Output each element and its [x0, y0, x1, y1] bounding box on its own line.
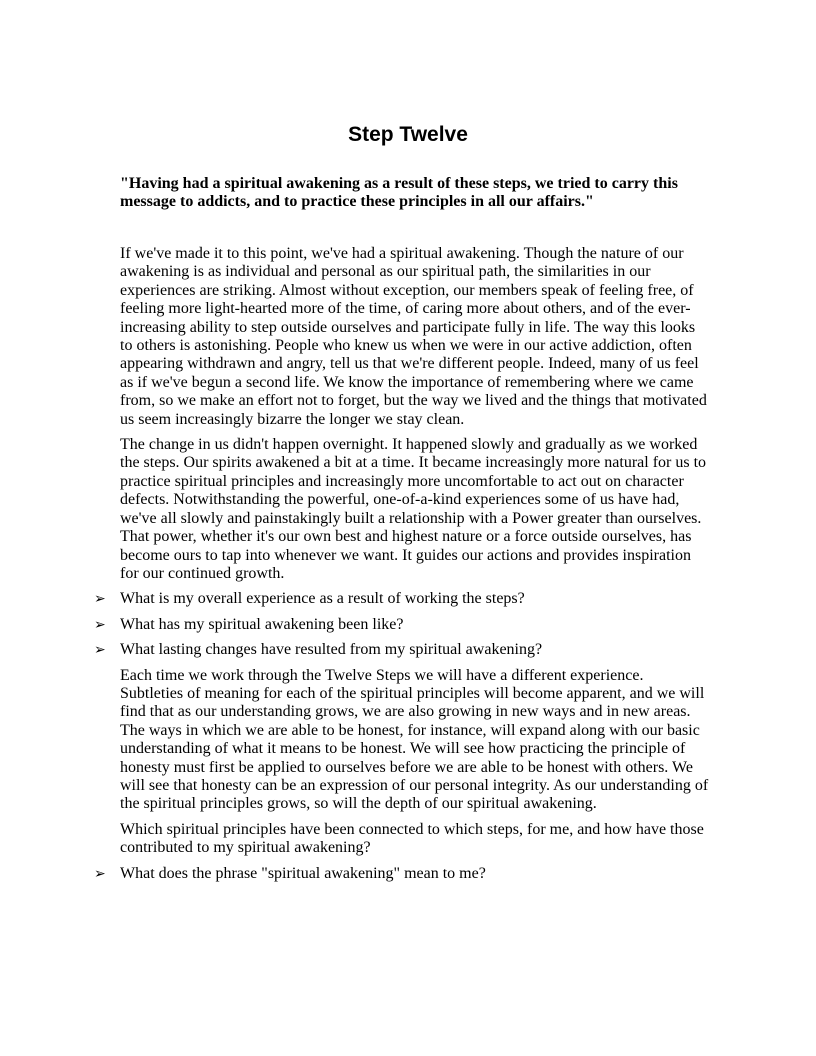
- paragraph: Which spiritual principles have been connected to which steps, for me, and how have those contributed to my spiritual awakening?: [120, 820, 704, 857]
- question-text: What lasting changes have resulted from my spiritual awakening?: [120, 641, 543, 659]
- question-text: What is my overall experience as a result of working the steps?: [120, 590, 525, 608]
- paragraph: The change in us didn't happen overnight. It happened slowly and gradually as we worked the steps. Our spirits awakened a bit at a time. It became increasingly more natural for us to practice spiritual principles and increasingly more uncomfortable to act out on character defects. Notwithstanding the powerful, one-of-a-kind experiences some of us have had, we've all slowly and painstakingly built a relationship with a Power greater than ourselves. That power, whether it's our own best and highest nature or a force outside ourselves, has become ours to tap into whenever we want. It guides our actions and provides inspiration for our continued growth.: [120, 436, 707, 582]
- arrow-bullet-icon: ➢: [94, 865, 106, 882]
- arrow-bullet-icon: ➢: [94, 591, 106, 608]
- arrow-bullet-icon: ➢: [94, 616, 106, 633]
- question-item: [94, 615, 710, 634]
- question-item: [94, 641, 710, 659]
- question-text: What does the phrase "spiritual awakening" mean to me?: [120, 864, 486, 882]
- step-quote: "Having had a spiritual awakening as a result of these steps, we tried to carry this message to addicts, and to practice these principles in all our affairs.": [120, 175, 678, 211]
- paragraph: If we've made it to this point, we've had a spiritual awakening. Though the nature of our awakening is as individual and personal as our spiritual path, the similarities in our experiences are striking. Almost without exception, our members speak of feeling free, of feeling more light-hearted more of the time, of caring more about others, and of the ever-increasing ability to step outside ourselves and participate fully in life. The way this looks to others is astonishing. People who knew us when we were in our active addiction, often appearing withdrawn and angry, tell us that we're different people. Indeed, many of us feel as if we've begun a second life. We know the importance of remembering where we came from, so we make an effort not to forget, but the way we lived and the things that motivated us seem increasingly bizarre the longer we stay clean.: [120, 245, 707, 428]
- question-item: [94, 864, 710, 883]
- paragraph: Each time we work through the Twelve Steps we will have a different experience. Subtleties of meaning for each of the spiritual principles will become apparent, and we will find that as our understanding grows, we are also growing in new ways and in new areas. The ways in which we are able to be honest, for instance, will expand along with our basic understanding of what it means to be honest. We will see how practicing the principle of honesty must first be applied to ourselves before we are able to be honest with others. We will see that honesty can be an expression of our personal integrity. As our understanding of the spiritual principles grows, so will the depth of our spiritual awakening.: [120, 666, 709, 813]
- page-title: Step Twelve: [348, 123, 468, 146]
- question-text: What has my spiritual awakening been like?: [120, 615, 404, 633]
- document-body: [94, 245, 710, 890]
- question-item: [94, 590, 710, 608]
- arrow-bullet-icon: ➢: [94, 642, 106, 659]
